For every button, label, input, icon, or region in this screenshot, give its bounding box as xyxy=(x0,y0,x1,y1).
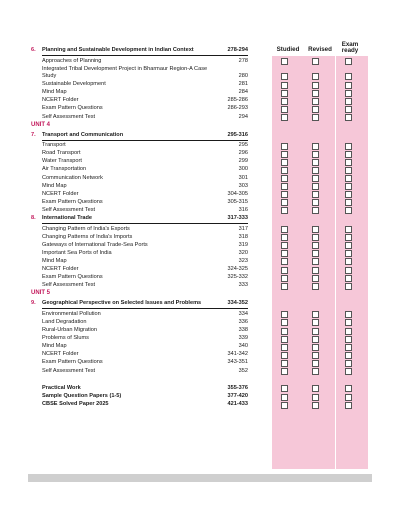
topic-row xyxy=(28,191,248,199)
page-range: 320 xyxy=(238,249,248,256)
row-label: Geographical Perspective on Selected Issues and Problems xyxy=(42,300,202,307)
exam-ready-checkbox[interactable] xyxy=(345,258,352,265)
page-range: 318 xyxy=(238,233,248,240)
revised-header: Revised xyxy=(308,46,332,53)
row-label: Transport and Communication xyxy=(42,131,124,138)
topic-row xyxy=(28,242,248,250)
page-range: 339 xyxy=(238,335,248,342)
exam-ready-checkbox[interactable] xyxy=(345,234,352,241)
row-label: Self Assessment Test xyxy=(42,367,96,374)
row-label: Rural-Urban Migration xyxy=(42,327,98,333)
revised-column-strip xyxy=(303,56,335,469)
exam-ready-checkbox[interactable] xyxy=(345,368,352,375)
page-range: 319 xyxy=(238,241,248,248)
row-label: UNIT 4 xyxy=(31,121,51,128)
studied-checkbox[interactable] xyxy=(281,143,288,150)
revised-checkbox[interactable] xyxy=(312,344,319,351)
studied-checkbox[interactable] xyxy=(281,319,288,326)
topic-row xyxy=(28,266,248,274)
topic-row xyxy=(28,142,248,150)
studied-header: Studied xyxy=(276,46,300,53)
studied-checkbox[interactable] xyxy=(281,394,288,401)
row-label: Problems of Slums xyxy=(42,335,89,342)
revised-checkbox[interactable] xyxy=(312,175,319,182)
studied-checkbox[interactable] xyxy=(281,344,288,351)
chapter-row xyxy=(28,300,248,311)
row-label: Exam Pattern Questions xyxy=(42,198,103,205)
page-range: 295 xyxy=(238,142,248,149)
studied-checkbox[interactable] xyxy=(281,352,288,359)
exam-ready-checkbox[interactable] xyxy=(345,402,352,409)
revised-checkbox[interactable] xyxy=(312,183,319,190)
revised-checkbox[interactable] xyxy=(312,283,319,290)
exam-ready-checkbox[interactable] xyxy=(345,114,352,121)
exam-ready-checkbox[interactable] xyxy=(345,275,352,282)
studied-checkbox[interactable] xyxy=(281,311,288,318)
topic-row xyxy=(28,385,248,393)
studied-checkbox[interactable] xyxy=(281,385,288,392)
page-range: 317 xyxy=(238,225,248,232)
studied-checkbox[interactable] xyxy=(281,151,288,158)
row-label: Changing Pattern of India's Exports xyxy=(42,225,130,232)
row-label: Communication Network xyxy=(42,174,103,181)
revised-checkbox[interactable] xyxy=(312,199,319,206)
exam-ready-checkbox[interactable] xyxy=(345,199,352,206)
row-label: Mind Map xyxy=(42,89,67,96)
studied-checkbox[interactable] xyxy=(281,106,288,113)
chapter-number: 8. xyxy=(31,215,36,221)
revised-checkbox[interactable] xyxy=(312,82,319,89)
studied-checkbox[interactable] xyxy=(281,159,288,166)
studied-checkbox[interactable] xyxy=(281,283,288,290)
revised-checkbox[interactable] xyxy=(312,58,319,65)
page-range: 294 xyxy=(238,113,248,120)
revised-checkbox[interactable] xyxy=(312,143,319,150)
row-label: CBSE Solved Paper 2025 xyxy=(42,401,109,408)
studied-column-strip xyxy=(272,56,304,469)
revised-checkbox[interactable] xyxy=(312,151,319,158)
row-label: Approaches of Planning xyxy=(42,57,102,64)
revised-checkbox[interactable] xyxy=(312,114,319,121)
row-label: Important Sea Ports of India xyxy=(42,249,112,256)
revised-checkbox[interactable] xyxy=(312,352,319,359)
studied-checkbox[interactable] xyxy=(281,234,288,241)
revised-checkbox[interactable] xyxy=(312,106,319,113)
row-label: Road Transport xyxy=(42,150,81,157)
topic-row xyxy=(28,393,248,401)
studied-checkbox[interactable] xyxy=(281,360,288,367)
revised-checkbox[interactable] xyxy=(312,159,319,166)
page-range: 299 xyxy=(238,158,248,165)
studied-checkbox[interactable] xyxy=(281,90,288,97)
exam-ready-checkbox[interactable] xyxy=(345,352,352,359)
exam-ready-checkbox[interactable] xyxy=(345,151,352,158)
exam-ready-checkbox[interactable] xyxy=(345,82,352,89)
page-range: 280 xyxy=(238,72,248,79)
page-range: 295-316 xyxy=(227,131,248,138)
page-range: 341-342 xyxy=(227,351,248,358)
studied-checkbox[interactable] xyxy=(281,258,288,265)
row-label: Gateways of International Trade-Sea Ports xyxy=(42,241,148,248)
page-range: 377-420 xyxy=(227,393,248,399)
page-range: 323 xyxy=(238,257,248,264)
row-label: Practical Work xyxy=(42,384,81,391)
exam-ready-checkbox[interactable] xyxy=(345,98,352,105)
page-range: 278-294 xyxy=(227,47,248,53)
exam-ready-checkbox[interactable] xyxy=(345,207,352,214)
row-label: Exam Pattern Questions xyxy=(42,274,103,281)
row-label: NCERT Folder xyxy=(42,266,79,272)
revised-checkbox[interactable] xyxy=(312,385,319,392)
topic-row xyxy=(28,183,248,191)
revised-checkbox[interactable] xyxy=(312,258,319,265)
exam-ready-checkbox[interactable] xyxy=(345,283,352,290)
revised-checkbox[interactable] xyxy=(312,360,319,367)
footer-bar xyxy=(28,474,372,482)
topic-row xyxy=(28,226,248,234)
exam-ready-checkbox[interactable] xyxy=(345,319,352,326)
revised-checkbox[interactable] xyxy=(312,275,319,282)
exam-ready-checkbox[interactable] xyxy=(345,90,352,97)
topic-row xyxy=(28,158,248,166)
revised-checkbox[interactable] xyxy=(312,234,319,241)
row-label: International Trade xyxy=(42,215,93,221)
row-label: Water Transport xyxy=(42,158,82,165)
row-label: Exam Pattern Questions xyxy=(42,359,103,366)
exam-ready-header-line2: ready xyxy=(341,47,359,55)
revised-checkbox[interactable] xyxy=(312,226,319,233)
topic-row xyxy=(28,343,248,351)
row-label: Land Degradation xyxy=(42,318,87,325)
page-range: 336 xyxy=(238,318,248,325)
topic-row xyxy=(28,66,248,82)
topic-row xyxy=(28,351,248,359)
exam-ready-column-strip xyxy=(336,56,368,469)
revised-checkbox[interactable] xyxy=(312,267,319,274)
page-range: 324-325 xyxy=(227,266,248,272)
exam-ready-checkbox[interactable] xyxy=(345,175,352,182)
chapter-row xyxy=(28,47,248,58)
studied-checkbox[interactable] xyxy=(281,175,288,182)
exam-ready-checkbox[interactable] xyxy=(345,226,352,233)
topic-row xyxy=(28,234,248,242)
chapter-number: 6. xyxy=(31,47,36,53)
studied-checkbox[interactable] xyxy=(281,328,288,335)
topic-row xyxy=(28,89,248,97)
topic-row xyxy=(28,150,248,158)
row-label: Mind Map xyxy=(42,182,67,189)
page-range: 305-315 xyxy=(227,198,248,205)
page-range: 325-332 xyxy=(227,274,248,281)
exam-ready-checkbox[interactable] xyxy=(345,394,352,401)
topic-row xyxy=(28,368,248,376)
revised-checkbox[interactable] xyxy=(312,336,319,343)
studied-checkbox[interactable] xyxy=(281,242,288,249)
revised-checkbox[interactable] xyxy=(312,402,319,409)
revised-checkbox[interactable] xyxy=(312,90,319,97)
page-range: 421-433 xyxy=(227,401,248,408)
row-label: UNIT 5 xyxy=(31,290,51,297)
topic-row xyxy=(28,311,248,319)
page-range: 355-376 xyxy=(227,384,248,391)
topic-row xyxy=(28,175,248,183)
page-range: 316 xyxy=(238,206,248,213)
revised-checkbox[interactable] xyxy=(312,242,319,249)
exam-ready-checkbox[interactable] xyxy=(345,328,352,335)
unit-heading xyxy=(28,290,248,300)
page-range: 333 xyxy=(238,282,248,289)
page-range: 304-305 xyxy=(227,190,248,197)
exam-ready-checkbox[interactable] xyxy=(345,183,352,190)
exam-ready-checkbox[interactable] xyxy=(345,167,352,174)
exam-ready-checkbox[interactable] xyxy=(345,242,352,249)
topic-row xyxy=(28,327,248,335)
row-label: Planning and Sustainable Development in Indian Context xyxy=(42,47,194,53)
page-range: 296 xyxy=(238,150,248,157)
row-label: Self Assessment Test xyxy=(42,113,96,120)
exam-ready-header-line1: Exam xyxy=(341,41,359,48)
topic-row xyxy=(28,166,248,174)
chapter-row xyxy=(28,132,248,143)
topic-row xyxy=(28,282,248,290)
studied-checkbox[interactable] xyxy=(281,275,288,282)
studied-checkbox[interactable] xyxy=(281,82,288,89)
row-label: Mind Map xyxy=(42,257,67,264)
row-label: NCERT Folder xyxy=(42,351,79,358)
topic-row xyxy=(28,335,248,343)
page-range: 343-351 xyxy=(227,359,248,366)
studied-checkbox[interactable] xyxy=(281,98,288,105)
studied-checkbox[interactable] xyxy=(281,191,288,198)
studied-checkbox[interactable] xyxy=(281,114,288,121)
topic-row xyxy=(28,105,248,113)
studied-checkbox[interactable] xyxy=(281,226,288,233)
page-range: 301 xyxy=(238,174,248,181)
page-range: 300 xyxy=(238,166,248,173)
studied-checkbox[interactable] xyxy=(281,336,288,343)
revised-checkbox[interactable] xyxy=(312,191,319,198)
topic-row xyxy=(28,258,248,266)
topic-row xyxy=(28,199,248,207)
page-range: 334 xyxy=(238,310,248,317)
page-range: 317-333 xyxy=(227,215,248,221)
studied-checkbox[interactable] xyxy=(281,199,288,206)
chapter-number: 9. xyxy=(31,300,36,307)
page-range: 284 xyxy=(238,89,248,96)
topic-row xyxy=(28,401,248,409)
revised-checkbox[interactable] xyxy=(312,98,319,105)
row-label: Sample Question Papers (1-5) xyxy=(42,393,122,399)
revised-checkbox[interactable] xyxy=(312,167,319,174)
revised-checkbox[interactable] xyxy=(312,328,319,335)
exam-ready-checkbox[interactable] xyxy=(345,311,352,318)
page-range: 281 xyxy=(238,81,248,88)
row-label: Air Transportation xyxy=(42,166,87,173)
exam-ready-checkbox[interactable] xyxy=(345,191,352,198)
page-range: 334-352 xyxy=(227,300,248,307)
topic-row xyxy=(28,114,248,122)
topic-row xyxy=(28,81,248,89)
page-range: 278 xyxy=(238,57,248,64)
revised-checkbox[interactable] xyxy=(312,73,319,80)
studied-checkbox[interactable] xyxy=(281,58,288,65)
unit-heading xyxy=(28,122,248,132)
revised-checkbox[interactable] xyxy=(312,394,319,401)
exam-ready-checkbox[interactable] xyxy=(345,106,352,113)
row-label: Self Assessment Test xyxy=(42,206,96,213)
revised-checkbox[interactable] xyxy=(312,311,319,318)
page-range: 352 xyxy=(238,367,248,374)
studied-checkbox[interactable] xyxy=(281,207,288,214)
studied-checkbox[interactable] xyxy=(281,402,288,409)
exam-ready-header xyxy=(332,42,368,55)
page-range: 340 xyxy=(238,343,248,350)
revised-checkbox[interactable] xyxy=(312,207,319,214)
row-label: Mind Map xyxy=(42,343,67,350)
row-label: NCERT Folder xyxy=(42,190,79,197)
exam-ready-checkbox[interactable] xyxy=(345,250,352,257)
topic-row xyxy=(28,274,248,282)
exam-ready-checkbox[interactable] xyxy=(345,267,352,274)
page-range: 338 xyxy=(238,327,248,333)
studied-checkbox[interactable] xyxy=(281,368,288,375)
page-range: 285-286 xyxy=(227,97,248,104)
revised-checkbox[interactable] xyxy=(312,250,319,257)
chapter-number: 7. xyxy=(31,131,36,138)
studied-checkbox[interactable] xyxy=(281,267,288,274)
topic-row xyxy=(28,250,248,258)
row-label: Exam Pattern Questions xyxy=(42,105,103,112)
exam-ready-checkbox[interactable] xyxy=(345,360,352,367)
topic-row xyxy=(28,319,248,327)
studied-checkbox[interactable] xyxy=(281,250,288,257)
row-label: Integrated Tribal Development Project in Bharmaur Region-A Case Study xyxy=(42,65,208,79)
chapter-row xyxy=(28,215,248,226)
row-label: Changing Patterns of India's Imports xyxy=(42,233,133,240)
page-range: 303 xyxy=(238,182,248,189)
exam-ready-checkbox[interactable] xyxy=(345,58,352,65)
exam-ready-checkbox[interactable] xyxy=(345,344,352,351)
row-label: Sustainable Development xyxy=(42,81,106,88)
exam-ready-checkbox[interactable] xyxy=(345,73,352,80)
revised-checkbox[interactable] xyxy=(312,368,319,375)
row-label: Environmental Pollution xyxy=(42,310,101,317)
row-label: NCERT Folder xyxy=(42,97,79,104)
exam-ready-checkbox[interactable] xyxy=(345,143,352,150)
studied-checkbox[interactable] xyxy=(281,73,288,80)
topic-row xyxy=(28,97,248,105)
studied-checkbox[interactable] xyxy=(281,167,288,174)
row-label: Transport xyxy=(42,142,66,149)
studied-checkbox[interactable] xyxy=(281,183,288,190)
exam-ready-checkbox[interactable] xyxy=(345,159,352,166)
topic-row xyxy=(28,359,248,367)
revised-checkbox[interactable] xyxy=(312,319,319,326)
page-range: 286-293 xyxy=(227,105,248,112)
row-label: Self Assessment Test xyxy=(42,282,96,289)
topic-row xyxy=(28,58,248,66)
exam-ready-checkbox[interactable] xyxy=(345,385,352,392)
exam-ready-checkbox[interactable] xyxy=(345,336,352,343)
topic-row xyxy=(28,207,248,215)
